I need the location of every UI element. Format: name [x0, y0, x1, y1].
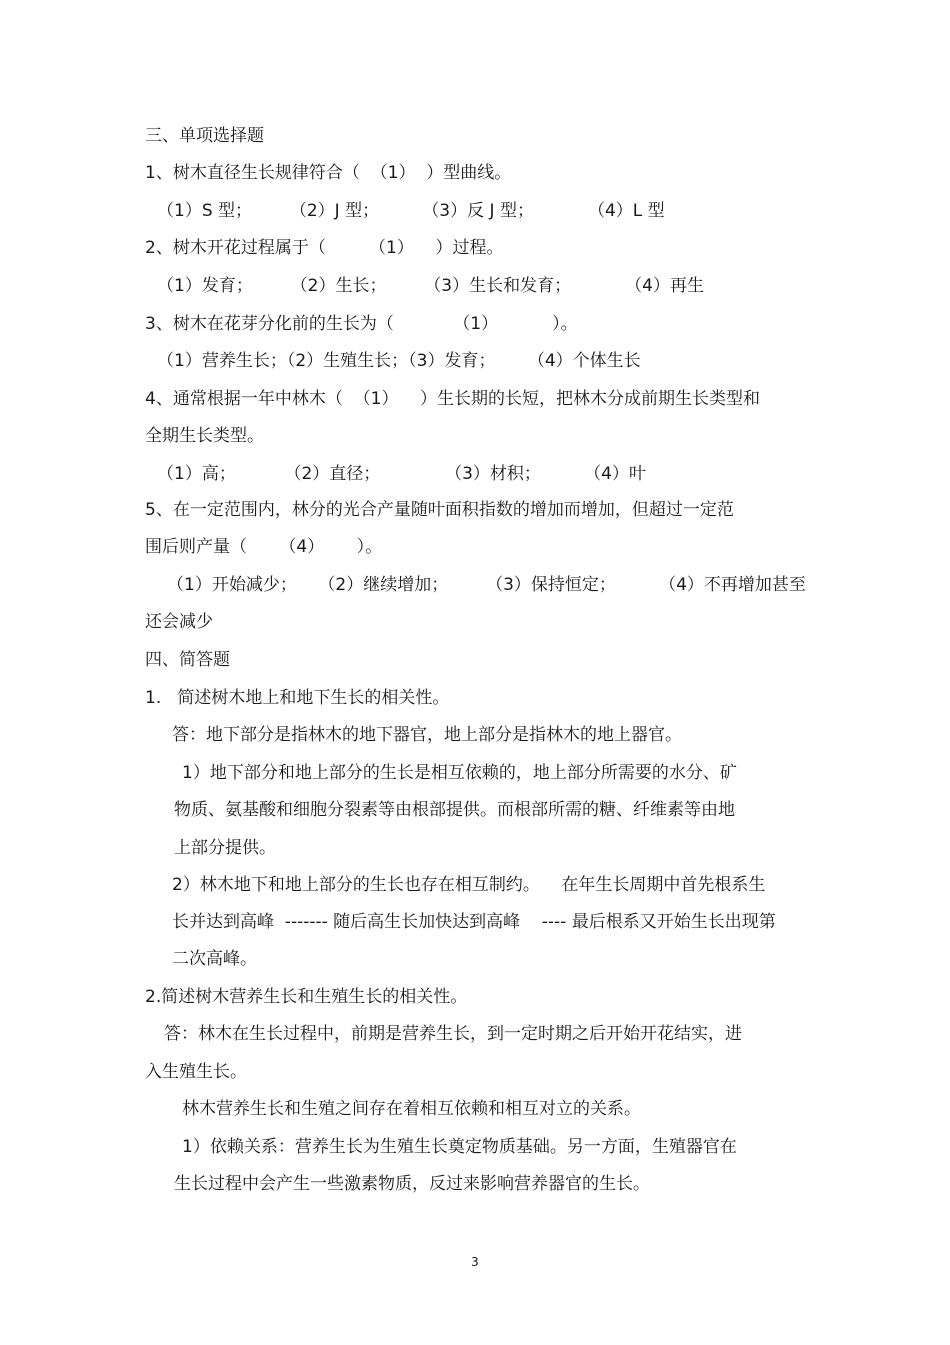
question-5-stem-line2: 围后则产量（ （4） ）。 — [145, 537, 383, 557]
short-answer-1-answer: 答：地下部分是指林木的地下器官，地上部分是指林木的地上器官。 — [172, 725, 682, 745]
question-4-stem-line1: 4、通常根据一年中林木（ （1） ）生长期的长短，把林木分成前期生长类型和 — [145, 389, 761, 409]
question-2-options: （1）发育； （2）生长； （3）生长和发育； （4）再生 — [157, 276, 704, 296]
question-4-options: （1）高； （2）直径； （3）材积； （4）叶 — [157, 464, 646, 484]
question-4-stem-line2: 全期生长类型。 — [145, 426, 264, 446]
section-heading-choice: 三、单项选择题 — [145, 126, 264, 146]
short-answer-1-p2-line1: 2）林木地下和地上部分的生长也存在相互制约。 在年生长周期中首先根系生 — [172, 875, 766, 895]
question-1-stem: 1、树木直径生长规律符合（ （1） ）型曲线。 — [145, 163, 512, 183]
question-1-options: （1）S 型； （2）J 型； （3）反 J 型； （4）L 型 — [157, 201, 665, 221]
section-heading-short-answer: 四、简答题 — [145, 650, 230, 670]
short-answer-2-p1-line2: 生长过程中会产生一些激素物质，反过来影响营养器官的生长。 — [174, 1174, 650, 1194]
question-3-stem: 3、树木在花芽分化前的生长为（ （1） ）。 — [145, 314, 578, 334]
question-3-options: （1）营养生长；（2）生殖生长；（3）发育； （4）个体生长 — [157, 351, 641, 371]
short-answer-2-answer-line1: 答：林木在生长过程中，前期是营养生长，到一定时期之后开始开花结实，进 — [164, 1024, 742, 1044]
short-answer-1-p1-line3: 上部分提供。 — [174, 838, 276, 858]
page-number: 3 — [471, 1255, 479, 1269]
short-answer-2-answer-line2: 入生殖生长。 — [145, 1062, 247, 1082]
short-answer-2-title: 2.简述树木营养生长和生殖生长的相关性。 — [145, 987, 468, 1007]
short-answer-1-p2-line3: 二次高峰。 — [172, 949, 257, 969]
question-5-stem-line1: 5、在一定范围内，林分的光合产量随叶面积指数的增加而增加，但超过一定范 — [145, 500, 734, 520]
question-5-options-line1: （1）开始减少； （2）继续增加； （3）保持恒定； （4）不再增加甚至 — [167, 575, 806, 595]
short-answer-2-paragraph: 林木营养生长和生殖之间存在着相互依赖和相互对立的关系。 — [182, 1099, 641, 1119]
short-answer-1-p2-line2: 长并达到高峰 ------- 随后高生长加快达到高峰 ---- 最后根系又开始生长出现第 — [172, 912, 776, 932]
short-answer-1-title: 1. 简述树木地上和地下生长的相关性。 — [145, 688, 450, 708]
short-answer-1-p1-line2: 物质、氨基酸和细胞分裂素等由根部提供。而根部所需的糖、纤维素等由地 — [174, 800, 735, 820]
short-answer-1-p1-line1: 1）地下部分和地上部分的生长是相互依赖的，地上部分所需要的水分、矿 — [182, 763, 737, 783]
question-5-options-line2: 还会减少 — [145, 612, 213, 632]
short-answer-2-p1-line1: 1）依赖关系：营养生长为生殖生长奠定物质基础。另一方面，生殖器官在 — [182, 1137, 737, 1157]
question-2-stem: 2、树木开花过程属于（ （1） ）过程。 — [145, 238, 504, 258]
